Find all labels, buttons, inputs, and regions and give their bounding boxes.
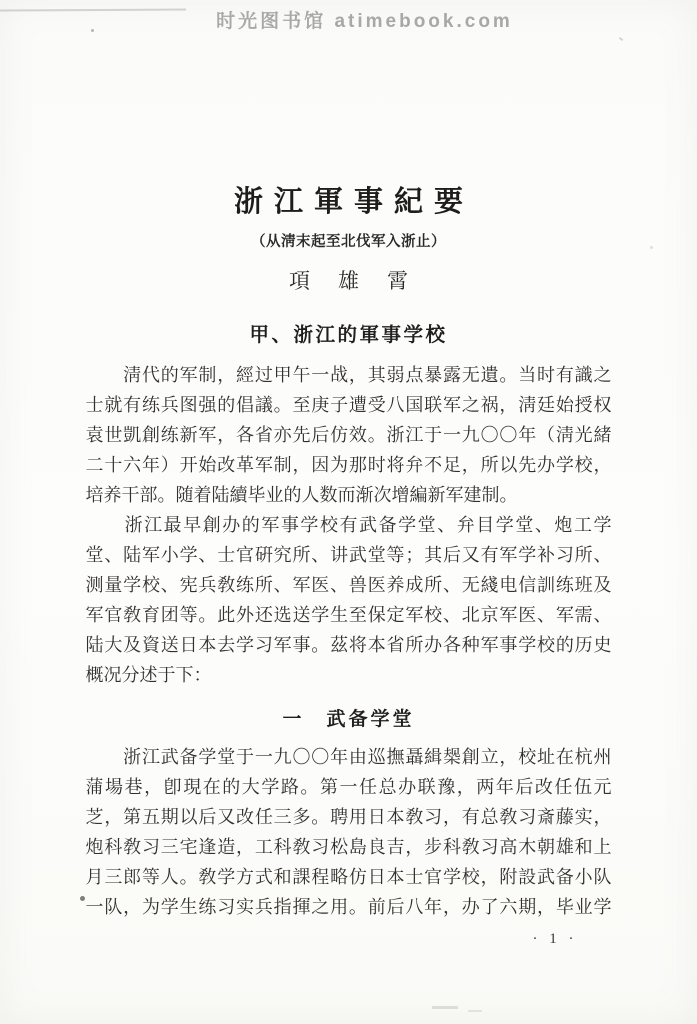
scan-speck (432, 1006, 458, 1009)
scan-speck (619, 37, 623, 41)
text-line: 炮科敎习三宅逢造，工科敎习松島良吉，步科敎习高木朝雄和上 (85, 837, 612, 857)
text-line: 陆大及資送日本去学习军事。茲将本省所办各种军事学校的历史 (85, 635, 612, 655)
text-line: 袁世凱創练新军，各省亦先后仿效。浙江于一九〇〇年（淸光緒 (85, 425, 612, 445)
paragraph (86, 742, 612, 922)
text-line: 淸代的军制，經过甲午一战，其弱点暴露无遺。当时有識之 (85, 365, 612, 385)
page-title: 浙江軍事紀要 (233, 186, 474, 218)
page-number: · 1 · (532, 931, 578, 947)
author-name: 項雄霄 (289, 269, 436, 293)
text-line: 士就有练兵图强的倡議。至庚子遭受八国联军之祸，淸廷始授权 (85, 395, 612, 415)
section-heading: 甲、浙江的軍事学校 (249, 325, 448, 346)
text-line: 芝，第五期以后又改任三多。聘用日本敎习，有总敎习斎藤实， (85, 807, 612, 827)
scan-speck (80, 896, 85, 901)
text-line: 蒲場巷，卽現在的大学路。第一任总办联豫，两年后改任伍元 (85, 777, 612, 797)
text-line: 概况分述于下： (85, 665, 212, 685)
title-subtitle: （从淸末起至北伐军入浙止） (251, 234, 446, 250)
subsection-heading: 一 武备学堂 (282, 709, 415, 730)
text-line: 月三郎等人。敎学方式和課程略仿日本士官学校，附設武备小队 (85, 867, 612, 887)
text-line: 培养干部。随着陆續毕业的人数而渐次增編新军建制。 (85, 485, 518, 505)
text-line: 一队，为学生练习实兵指揮之用。前后八年，办了六期，毕业学 (85, 897, 612, 917)
text-line: 堂、陆军小学、士官硏究所、讲武堂等；其后又有军学补习所、 (85, 545, 612, 565)
text-line: 浙江最早創办的军事学校有武备学堂、弁目学堂、炮工学 (85, 515, 612, 535)
paragraph (86, 360, 612, 510)
body-text (86, 360, 612, 922)
text-line: 二十六年）开始改革军制，因为那时将弁不足，所以先办学校， (85, 455, 612, 475)
paragraph (86, 510, 612, 690)
text-line: 测量学校、宪兵敎练所、军医、兽医养成所、无綫电信訓练班及 (85, 575, 612, 595)
text-line: 浙江武备学堂于一九〇〇年由巡撫聶緝椝創立，校址在杭州 (85, 747, 612, 767)
scan-speck (468, 1010, 482, 1012)
text-line: 军官敎育团等。此外还选送学生至保定军校、北京军医、军需、 (85, 605, 612, 625)
library-watermark: 时光图书馆 atimebook.com (216, 11, 513, 32)
